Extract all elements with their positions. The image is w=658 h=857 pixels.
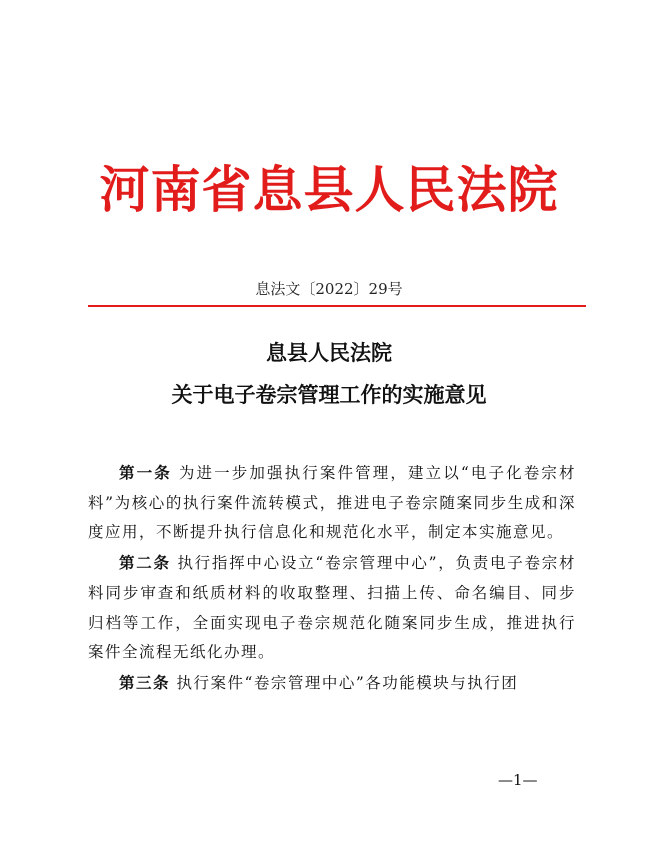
article-1-lead: 第一条: [119, 463, 172, 482]
issuer-masthead: 河南省息县人民法院: [99, 160, 559, 219]
red-divider-line: [88, 305, 586, 307]
article-3-text: 执行案件“卷宗管理中心”各功能模块与执行团: [176, 673, 519, 692]
document-body: [88, 458, 576, 699]
article-3-lead: 第三条: [119, 672, 171, 692]
article-2: [88, 548, 576, 668]
document-title-line-1: 息县人民法院: [266, 340, 392, 365]
document-number: 息法文〔2022〕29号: [255, 280, 403, 298]
article-3: [88, 668, 576, 699]
article-1-text: 为进一步加强执行案件管理，建立以“电子化卷宗材料”为核心的执行案件流转模式，推进电子卷宗随案同步生成和深度应用，不断提升执行信息化和规范化水平，制定本实施意见。: [88, 464, 576, 542]
article-2-lead: 第二条: [119, 553, 171, 573]
article-1: [88, 458, 576, 548]
document-title-line-2: 关于电子卷宗管理工作的实施意见: [171, 382, 487, 407]
page-number: —1—: [498, 771, 538, 789]
article-2-text: 执行指挥中心设立“卷宗管理中心”，负责电子卷宗材料同步审查和纸质材料的收取整理、扫描上传、命名编目、同步归档等工作，全面实现电子卷宗规范化随案同步生成，推进执行案件全流程无纸化办理。: [88, 554, 576, 662]
